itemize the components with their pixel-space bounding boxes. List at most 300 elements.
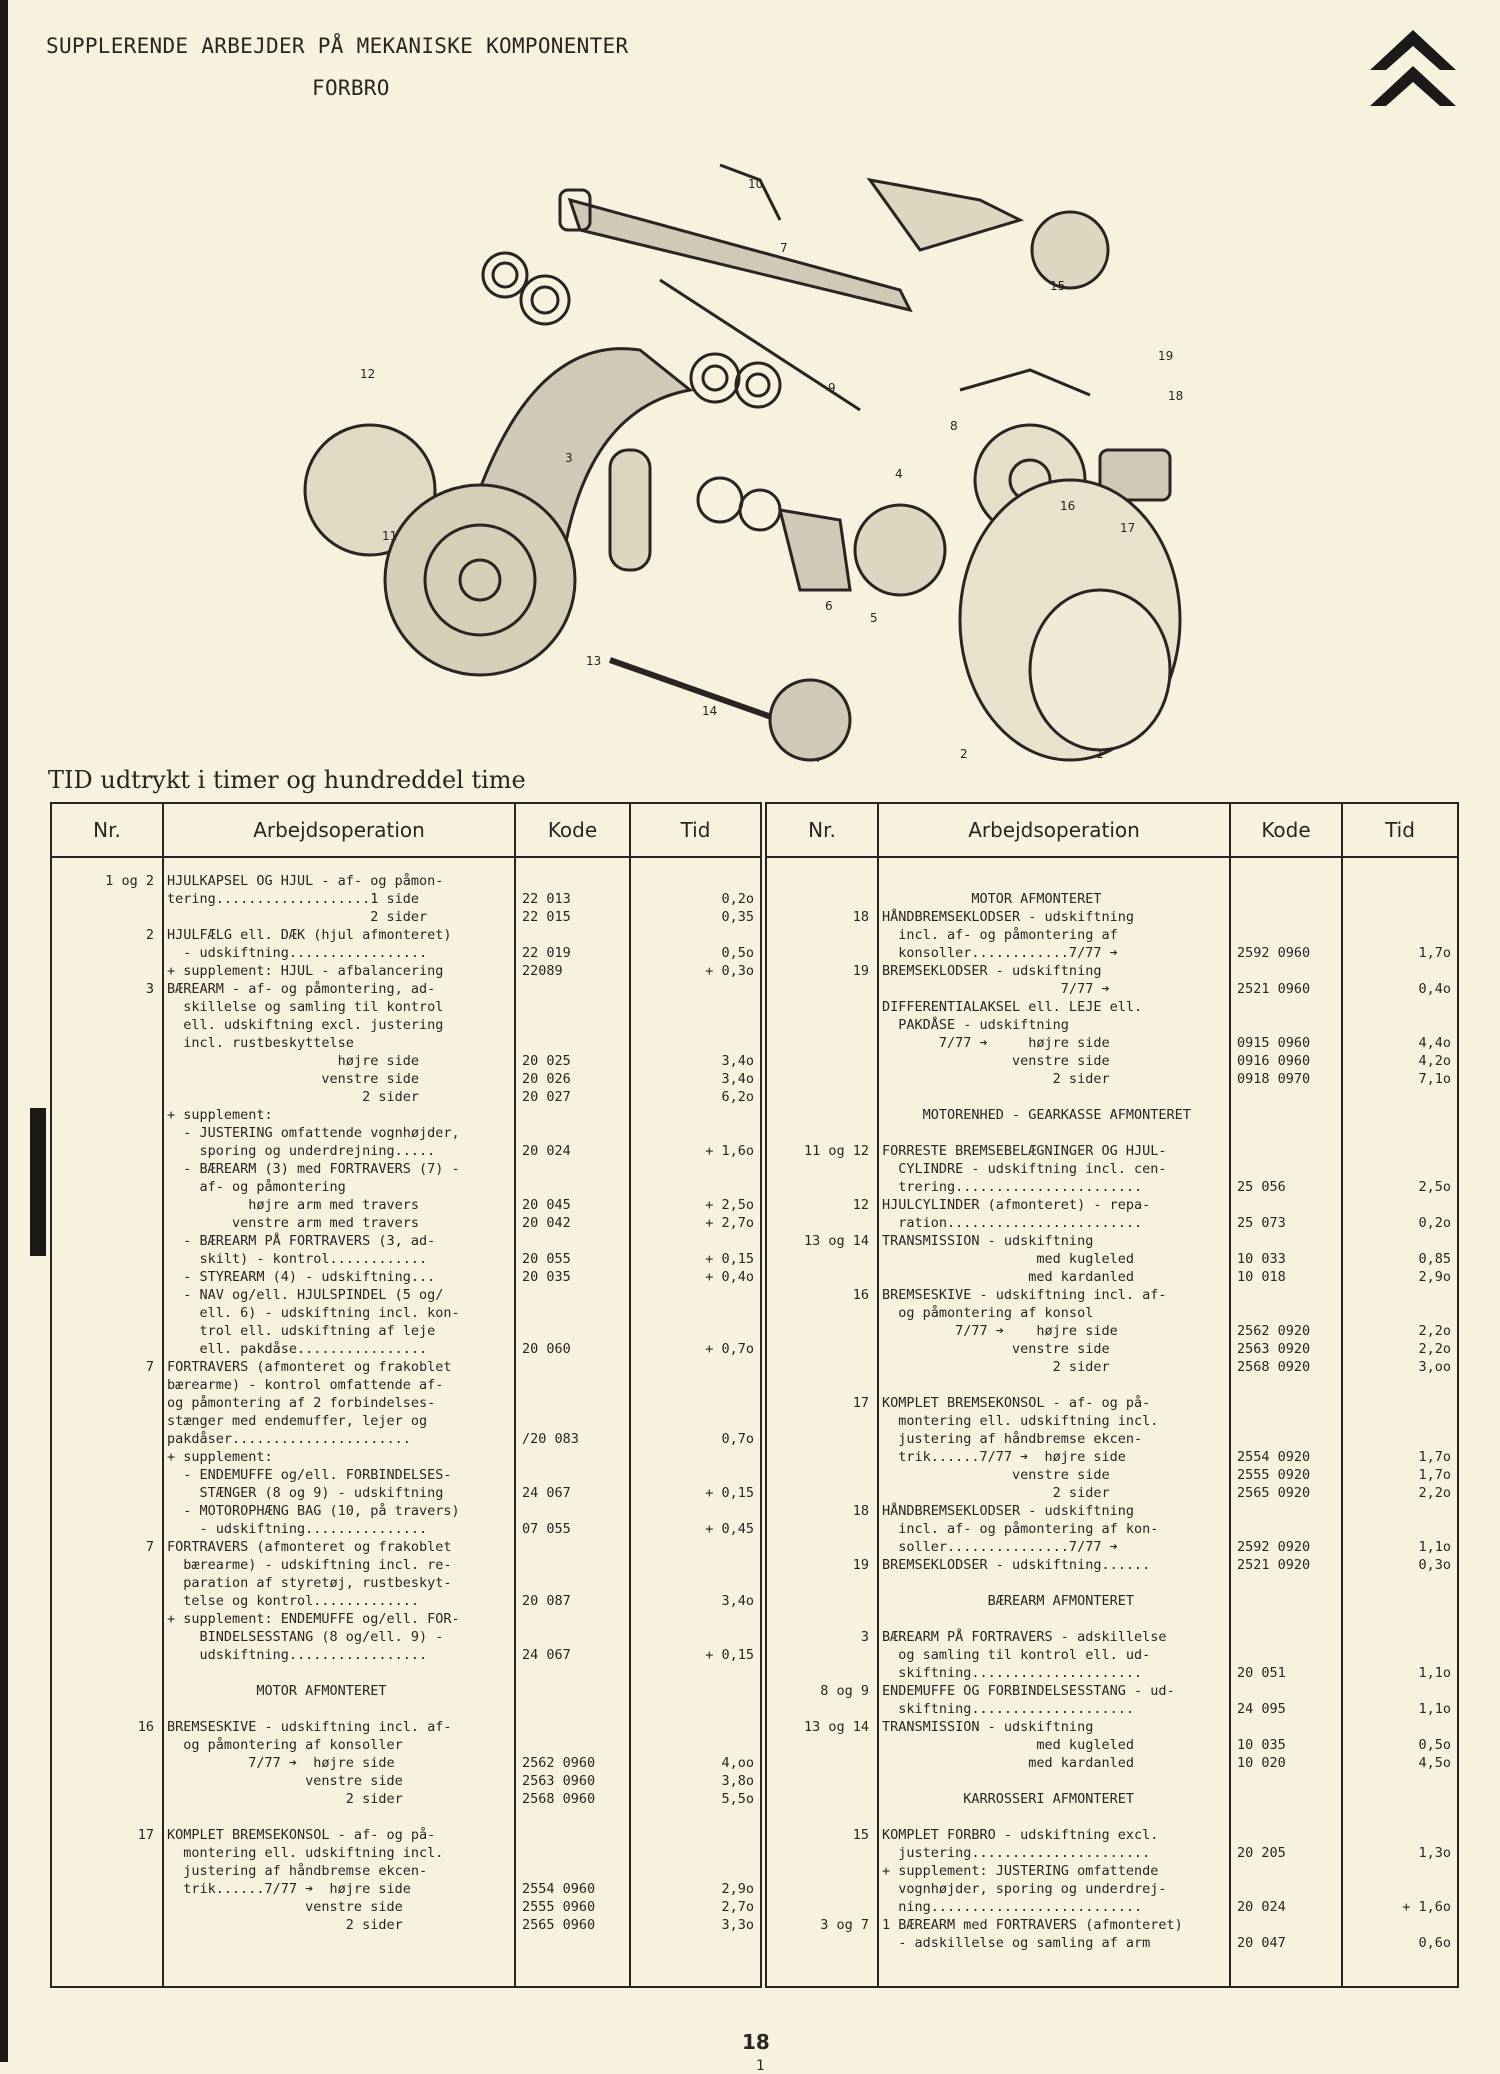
row-code: 20 051 — [1237, 1665, 1286, 1681]
row-time: + 0,15 — [705, 1647, 754, 1663]
row-code — [1237, 1286, 1341, 1304]
row-code — [1237, 1916, 1341, 1934]
row-time — [1343, 872, 1451, 890]
row-code: 22 015 — [522, 909, 571, 925]
row-code: 2554 0920 — [1237, 1449, 1311, 1465]
row-nr — [767, 1250, 869, 1268]
operation-column — [879, 858, 1229, 1952]
row-code — [1237, 1088, 1341, 1106]
page-edge-mark — [30, 1108, 46, 1256]
row-time — [631, 1556, 754, 1574]
row-code — [1237, 1106, 1341, 1124]
row-code — [522, 1862, 629, 1880]
diagram-label: 6 — [825, 599, 833, 613]
row-nr: 12 — [852, 1197, 869, 1213]
row-time: 1,7o — [1418, 1449, 1451, 1465]
row-code — [522, 1232, 629, 1250]
row-time — [1343, 1808, 1451, 1826]
row-code — [1237, 1682, 1341, 1700]
diagram-label: 5 — [870, 611, 878, 625]
row-time — [1343, 908, 1451, 926]
row-time — [1343, 1718, 1451, 1736]
row-code — [522, 1034, 629, 1052]
row-code: 0915 0960 — [1237, 1035, 1311, 1051]
row-operation: BREMSEKLODSER - udskiftning — [882, 963, 1102, 979]
double-chevron-logo — [1368, 28, 1458, 128]
row-code: 0916 0960 — [1237, 1053, 1311, 1069]
row-operation: ell. pakdåse................ — [167, 1341, 428, 1357]
row-operation — [882, 1124, 1229, 1142]
row-nr — [767, 1790, 869, 1808]
row-nr — [767, 1844, 869, 1862]
row-code: 20 042 — [522, 1215, 571, 1231]
diagram-label: 3 — [565, 451, 573, 465]
row-code: 10 020 — [1237, 1755, 1286, 1771]
diagram-label: 13 — [586, 654, 602, 668]
row-operation: trik......7/77 ➔ højre side — [167, 1881, 411, 1897]
diagram-label: 2 — [960, 747, 968, 761]
row-time: 0,85 — [1418, 1251, 1451, 1267]
row-nr: 7 — [145, 1359, 154, 1375]
row-time: 4,2o — [1418, 1053, 1451, 1069]
operation-column — [164, 858, 514, 1934]
row-code — [522, 1718, 629, 1736]
row-time — [1343, 1682, 1451, 1700]
row-time — [631, 1160, 754, 1178]
row-nr — [767, 1178, 869, 1196]
row-time: 0,3o — [1418, 1557, 1451, 1573]
row-operation: incl. af- og påmontering af kon- — [882, 1521, 1159, 1537]
row-code — [522, 1826, 629, 1844]
col-header-time: Tid — [630, 803, 761, 857]
row-nr — [52, 1268, 154, 1286]
diagram-label: 14 — [702, 704, 718, 718]
row-time — [1343, 1790, 1451, 1808]
row-time: + 0,15 — [705, 1251, 754, 1267]
row-operation: HJULCYLINDER (afmonteret) - repa- — [882, 1197, 1151, 1213]
row-code — [1237, 962, 1341, 980]
row-time — [1343, 1376, 1451, 1394]
row-nr — [52, 1322, 154, 1340]
row-nr — [52, 962, 154, 980]
row-nr — [767, 926, 869, 944]
row-nr — [767, 1358, 869, 1376]
row-nr — [52, 1574, 154, 1592]
row-operation: bærearme) - kontrol omfattende af- — [167, 1377, 444, 1393]
row-time: + 0,15 — [705, 1485, 754, 1501]
row-operation: BREMSEKLODSER - udskiftning...... — [882, 1557, 1151, 1573]
diagram-label: 4 — [895, 467, 903, 481]
row-time — [631, 1376, 754, 1394]
row-code — [1237, 1520, 1341, 1538]
time-column — [1343, 858, 1457, 1952]
row-time — [631, 1304, 754, 1322]
row-code — [522, 998, 629, 1016]
row-code: 20 045 — [522, 1197, 571, 1213]
row-time — [1343, 890, 1451, 908]
row-operation: tering...................1 side — [167, 891, 419, 907]
row-nr — [767, 1430, 869, 1448]
row-operation: soller...............7/77 ➔ — [882, 1539, 1118, 1555]
row-nr: 19 — [852, 1557, 869, 1573]
row-nr — [52, 1484, 154, 1502]
row-nr — [767, 1574, 869, 1592]
row-nr — [767, 872, 869, 890]
row-code: 24 067 — [522, 1485, 571, 1501]
row-code: 2563 0960 — [522, 1773, 596, 1789]
row-time: 1,1o — [1418, 1539, 1451, 1555]
row-code — [1237, 1772, 1341, 1790]
row-time — [1343, 1394, 1451, 1412]
row-nr — [767, 1304, 869, 1322]
row-time — [631, 1124, 754, 1142]
row-nr: 8 og 9 — [820, 1683, 869, 1699]
row-operation: - BÆREARM PÅ FORTRAVERS (3, ad- — [167, 1233, 436, 1249]
row-time — [631, 980, 754, 998]
col-header-time: Tid — [1342, 803, 1458, 857]
row-code — [522, 1574, 629, 1592]
row-code — [1237, 890, 1341, 908]
row-operation: - adskillelse og samling af arm — [882, 1935, 1151, 1951]
row-code — [1237, 1880, 1341, 1898]
row-code: 10 035 — [1237, 1737, 1286, 1753]
row-time — [1343, 1862, 1451, 1880]
row-code: 20 055 — [522, 1251, 571, 1267]
row-time — [1343, 1520, 1451, 1538]
row-code — [522, 1664, 629, 1682]
row-operation: 1 BÆREARM med FORTRAVERS (afmonteret) — [882, 1917, 1183, 1933]
row-nr — [767, 1070, 869, 1088]
row-nr — [52, 1160, 154, 1178]
row-operation — [167, 1700, 514, 1718]
row-operation: justering...................... — [882, 1845, 1151, 1861]
row-time — [1343, 1592, 1451, 1610]
row-code — [522, 1844, 629, 1862]
row-nr — [52, 1052, 154, 1070]
row-operation: DIFFERENTIALAKSEL ell. LEJE ell. — [882, 999, 1143, 1015]
row-code — [522, 1556, 629, 1574]
code-column — [1231, 858, 1341, 1952]
row-operation: - NAV og/ell. HJULSPINDEL (5 og/ — [167, 1287, 444, 1303]
row-time — [631, 1628, 754, 1646]
row-operation: justering af håndbremse ekcen- — [882, 1431, 1143, 1447]
row-time: 3,4o — [721, 1053, 754, 1069]
row-nr: 17 — [137, 1827, 154, 1843]
row-code: 2555 0960 — [522, 1899, 596, 1915]
row-code — [522, 1682, 629, 1700]
row-time: 2,2o — [1418, 1341, 1451, 1357]
row-code — [1237, 1376, 1341, 1394]
row-time — [631, 926, 754, 944]
row-code — [1237, 908, 1341, 926]
row-operation — [882, 872, 1229, 890]
row-code — [1237, 1430, 1341, 1448]
row-code: 20 025 — [522, 1053, 571, 1069]
row-nr — [52, 1232, 154, 1250]
row-operation: sporing og underdrejning..... — [167, 1143, 436, 1159]
row-nr: 16 — [852, 1287, 869, 1303]
row-operation — [882, 1808, 1229, 1826]
row-code: 2568 0920 — [1237, 1359, 1311, 1375]
row-time: 0,5o — [1418, 1737, 1451, 1753]
row-time — [1343, 1772, 1451, 1790]
row-time — [631, 1736, 754, 1754]
row-time — [1343, 1610, 1451, 1628]
row-operation: med kugleled — [882, 1737, 1134, 1753]
row-time — [1343, 1196, 1451, 1214]
row-code — [1237, 1304, 1341, 1322]
row-operation: ell. udskiftning excl. justering — [167, 1017, 444, 1033]
row-nr — [767, 998, 869, 1016]
row-time — [631, 1700, 754, 1718]
row-code — [522, 1628, 629, 1646]
row-time: + 0,3o — [705, 963, 754, 979]
row-nr — [767, 1376, 869, 1394]
row-nr: 7 — [145, 1539, 154, 1555]
row-code — [1237, 1160, 1341, 1178]
row-nr — [52, 1898, 154, 1916]
row-nr — [767, 1484, 869, 1502]
row-operation: 2 sider — [882, 1359, 1110, 1375]
row-nr — [52, 1448, 154, 1466]
row-time: 3,8o — [721, 1773, 754, 1789]
row-code: 2592 0920 — [1237, 1539, 1311, 1555]
nr-column — [767, 858, 877, 1952]
row-time: 2,2o — [1418, 1323, 1451, 1339]
row-time — [631, 1358, 754, 1376]
row-code: 20 027 — [522, 1089, 571, 1105]
row-nr — [52, 1610, 154, 1628]
row-code — [522, 1538, 629, 1556]
row-operation: montering ell. udskiftning incl. — [882, 1413, 1159, 1429]
row-nr: 18 — [852, 1503, 869, 1519]
row-nr — [767, 1466, 869, 1484]
row-time: + 1,6o — [705, 1143, 754, 1159]
row-time — [631, 1286, 754, 1304]
row-operation — [882, 1772, 1229, 1790]
page-edge-shadow — [0, 0, 8, 2062]
row-nr — [52, 1178, 154, 1196]
col-header-code: Kode — [515, 803, 630, 857]
row-code: 20 026 — [522, 1071, 571, 1087]
row-code — [1237, 1016, 1341, 1034]
row-nr — [767, 980, 869, 998]
row-operation: højre arm med travers — [167, 1197, 419, 1213]
row-operation: HÅNDBREMSEKLODSER - udskiftning — [882, 909, 1134, 925]
row-time: 0,2o — [1418, 1215, 1451, 1231]
row-nr — [52, 1034, 154, 1052]
row-code: 22 019 — [522, 945, 571, 961]
row-nr: 1 og 2 — [105, 873, 154, 889]
row-code: 22 013 — [522, 891, 571, 907]
row-operation: MOTOR AFMONTERET — [167, 1683, 387, 1699]
row-nr — [52, 1682, 154, 1700]
page-number: 18 — [742, 2030, 770, 2054]
row-operation: + supplement: — [167, 1449, 273, 1465]
row-time — [631, 1664, 754, 1682]
row-code: 2592 0960 — [1237, 945, 1311, 961]
row-time — [631, 1826, 754, 1844]
row-code — [522, 1466, 629, 1484]
row-nr — [767, 1034, 869, 1052]
row-code: 25 073 — [1237, 1215, 1286, 1231]
row-time — [1343, 1106, 1451, 1124]
row-nr — [52, 1250, 154, 1268]
row-operation: venstre side — [167, 1773, 403, 1789]
row-operation — [882, 1088, 1229, 1106]
row-code — [522, 1322, 629, 1340]
col-header-operation: Arbejdsoperation — [163, 803, 515, 857]
diagram-label: 11 — [382, 529, 398, 543]
row-operation: stænger med endemuffer, lejer og — [167, 1413, 428, 1429]
row-nr — [767, 890, 869, 908]
row-code — [522, 1808, 629, 1826]
row-code: 25 056 — [1237, 1179, 1286, 1195]
row-operation: BREMSESKIVE - udskiftning incl. af- — [167, 1719, 452, 1735]
row-time — [1343, 1880, 1451, 1898]
row-operation: - udskiftning............... — [167, 1521, 428, 1537]
row-time — [1343, 926, 1451, 944]
row-nr — [52, 1124, 154, 1142]
row-nr: 16 — [137, 1719, 154, 1735]
diagram-label: 7 — [780, 241, 788, 255]
row-code: 2563 0920 — [1237, 1341, 1311, 1357]
row-code — [1237, 998, 1341, 1016]
col-header-code: Kode — [1230, 803, 1342, 857]
row-operation — [167, 1808, 514, 1826]
row-code — [522, 1106, 629, 1124]
row-time — [1343, 1304, 1451, 1322]
row-time: 4,oo — [721, 1755, 754, 1771]
row-nr — [767, 1214, 869, 1232]
row-code — [1237, 1142, 1341, 1160]
row-nr — [767, 1538, 869, 1556]
row-code: 2554 0960 — [522, 1881, 596, 1897]
row-operation: af- og påmontering — [167, 1179, 346, 1195]
time-column — [631, 858, 760, 1934]
diagram-label: 16 — [1060, 499, 1076, 513]
row-operation: med kardanled — [882, 1755, 1134, 1771]
row-nr — [767, 1106, 869, 1124]
row-time: + 0,7o — [705, 1341, 754, 1357]
row-nr — [52, 908, 154, 926]
row-code: 0918 0970 — [1237, 1071, 1311, 1087]
row-time: + 0,45 — [705, 1521, 754, 1537]
row-operation: PAKDÅSE - udskiftning — [882, 1017, 1069, 1033]
row-time — [631, 1718, 754, 1736]
row-time — [631, 1610, 754, 1628]
row-code — [1237, 1394, 1341, 1412]
row-operation: og påmontering af 2 forbindelses- — [167, 1395, 436, 1411]
row-time — [1343, 1088, 1451, 1106]
row-time: 0,4o — [1418, 981, 1451, 997]
row-operation — [882, 1574, 1229, 1592]
row-nr — [52, 944, 154, 962]
row-code: /20 083 — [522, 1431, 579, 1447]
row-code — [522, 1700, 629, 1718]
row-time: 3,4o — [721, 1071, 754, 1087]
row-code — [1237, 1232, 1341, 1250]
row-time — [631, 1448, 754, 1466]
row-code — [1237, 1592, 1341, 1610]
row-nr — [767, 1736, 869, 1754]
row-nr — [767, 1322, 869, 1340]
row-time — [631, 1322, 754, 1340]
row-operation: 7/77 ➔ højre side — [882, 1323, 1118, 1339]
row-nr: 3 — [145, 981, 154, 997]
row-operation: TRANSMISSION - udskiftning — [882, 1233, 1094, 1249]
row-operation — [167, 1664, 514, 1682]
row-operation: vognhøjder, sporing og underdrej- — [882, 1881, 1167, 1897]
row-nr — [52, 1646, 154, 1664]
row-code — [522, 1286, 629, 1304]
row-operation: FORTRAVERS (afmonteret og frakoblet — [167, 1539, 452, 1555]
row-time: 2,9o — [1418, 1269, 1451, 1285]
row-operation: incl. af- og påmontering af — [882, 927, 1118, 943]
row-nr — [767, 1592, 869, 1610]
row-operation: med kardanled — [882, 1269, 1134, 1285]
row-time — [1343, 998, 1451, 1016]
row-operation: MOTOR AFMONTERET — [882, 891, 1102, 907]
row-nr — [52, 1106, 154, 1124]
row-time — [1343, 1646, 1451, 1664]
row-code: 2568 0960 — [522, 1791, 596, 1807]
row-nr — [767, 1880, 869, 1898]
row-nr — [52, 1376, 154, 1394]
left-operations-table — [50, 802, 762, 1988]
row-nr — [52, 1214, 154, 1232]
row-time: 3,4o — [721, 1593, 754, 1609]
row-time — [1343, 1628, 1451, 1646]
row-operation: udskiftning................. — [167, 1647, 428, 1663]
row-operation: - udskiftning................. — [167, 945, 428, 961]
nr-column — [52, 858, 162, 1934]
row-code — [522, 1304, 629, 1322]
row-operation: BÆREARM AFMONTERET — [882, 1593, 1134, 1609]
row-nr — [52, 1142, 154, 1160]
row-operation: montering ell. udskiftning incl. — [167, 1845, 444, 1861]
row-code: 2521 0920 — [1237, 1557, 1311, 1573]
row-operation: 2 sider — [882, 1485, 1110, 1501]
row-operation: HÅNDBREMSEKLODSER - udskiftning — [882, 1503, 1134, 1519]
row-nr — [52, 1664, 154, 1682]
row-time — [1343, 1916, 1451, 1934]
row-time — [1343, 1124, 1451, 1142]
row-nr — [52, 1808, 154, 1826]
page-subtitle: FORBRO — [312, 76, 390, 100]
row-nr — [767, 1268, 869, 1286]
time-unit-note: TID udtrykt i timer og hundreddel time — [48, 766, 526, 794]
row-time — [631, 872, 754, 890]
row-code — [522, 1610, 629, 1628]
row-operation: + supplement: JUSTERING omfattende — [882, 1863, 1159, 1879]
diagram-label: 9 — [828, 381, 836, 395]
row-nr — [52, 1502, 154, 1520]
row-time — [631, 1412, 754, 1430]
row-operation: skiftning..................... — [882, 1665, 1143, 1681]
row-nr — [52, 1880, 154, 1898]
row-operation: venstre side — [167, 1899, 403, 1915]
row-operation: ration........................ — [882, 1215, 1143, 1231]
row-operation: KOMPLET FORBRO - udskiftning excl. — [882, 1827, 1159, 1843]
row-time: 4,4o — [1418, 1035, 1451, 1051]
row-operation: + supplement: ENDEMUFFE og/ell. FOR- — [167, 1611, 460, 1627]
row-code — [1237, 1196, 1341, 1214]
diagram-label: 17 — [1120, 521, 1136, 535]
row-time — [631, 1862, 754, 1880]
row-code — [1237, 1628, 1341, 1646]
row-nr — [767, 1160, 869, 1178]
